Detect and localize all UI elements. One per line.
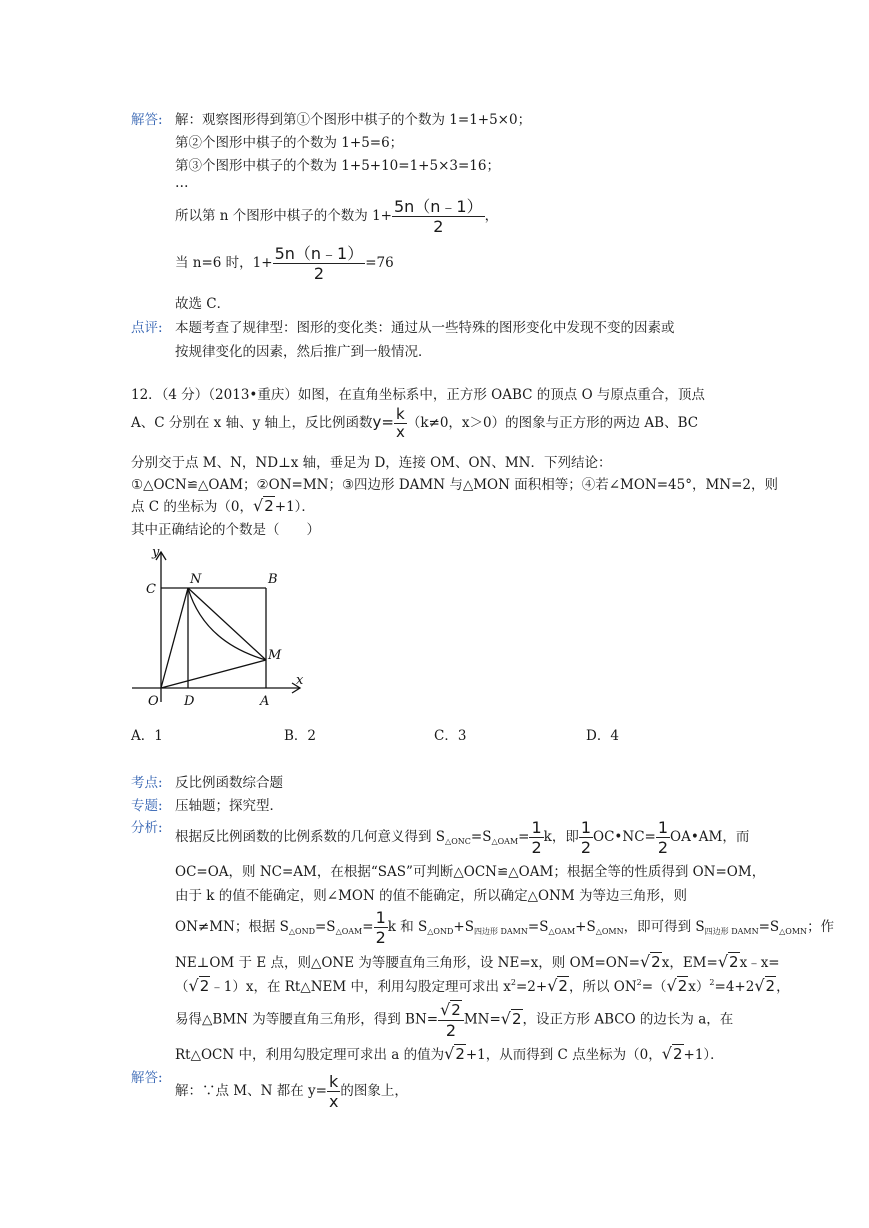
fraction-denominator: 2 [438, 1020, 464, 1040]
zhuanti-text: 压轴题；探究型． [175, 798, 283, 814]
option-b: B．2 [284, 728, 317, 744]
answer-line-2: 第②个图形中棋子的个数为 1+5=6； [175, 135, 404, 151]
comment-line-2: 按规律变化的因素，然后推广到一般情况． [175, 344, 432, 360]
question-line-2-end: （k≠0，x＞0）的图象与正方形的两边 AB、BC [406, 415, 699, 431]
sqrt-radicand: 2 [264, 497, 274, 515]
fraction-denominator: 2 [375, 928, 386, 947]
subscript: △ONC [445, 837, 471, 846]
fraction-denominator: 2 [531, 838, 542, 857]
fraction [438, 1000, 464, 1040]
fraction-denominator: 2 [392, 216, 485, 236]
sqrt-radicand: 2 [672, 1045, 683, 1063]
subscript: 四边形 DAMN [704, 927, 759, 936]
text: +1，从而得到 C 点坐标为（0， [465, 1047, 662, 1063]
text: x﹣x= [739, 955, 780, 971]
sqrt-radicand: 2 [729, 953, 739, 971]
text: x） [688, 979, 710, 995]
text: +1）． [683, 1047, 724, 1063]
text: ；作 [807, 919, 835, 935]
subscript: △OAM [548, 927, 576, 936]
label-o: O [148, 694, 159, 709]
sqrt-radicand: 2 [677, 977, 688, 995]
kaodian-text: 反比例函数综合题 [175, 775, 283, 791]
text: =S [758, 919, 780, 935]
analysis-line-6 [175, 975, 790, 995]
kaodian-tag: 考点: [131, 775, 163, 791]
sqrt: √2 [188, 976, 210, 995]
sqrt-radicand: 2 [199, 977, 210, 995]
text: ﹣1）x，在 Rt△NEM 中，利用勾股定理可求出 x [210, 979, 511, 995]
question-line-2-text: A、C 分别在 x 轴、y 轴上，反比例函数 [131, 415, 373, 431]
label-d: D [184, 694, 195, 709]
answer-line-1: 解：观察图形得到第①个图形中棋子的个数为 1=1+5×0； [175, 112, 532, 128]
analysis-line-7 [175, 1000, 733, 1040]
label-y: y [152, 545, 160, 560]
subscript: △OAM [335, 927, 363, 936]
text: = [362, 919, 374, 935]
text: 的图象上， [340, 1083, 408, 1099]
fraction [656, 818, 670, 857]
answer-tag: 解答: [131, 112, 163, 128]
fraction [374, 908, 388, 947]
answer-line-5-text: 所以第 n 个图形中棋子的个数为 1+ [175, 208, 392, 224]
fraction-numerator: 5n（n﹣1） [274, 244, 364, 263]
sqrt: √2 [717, 952, 739, 971]
answer-line-5 [175, 197, 498, 236]
sqrt: √2 [440, 1000, 461, 1019]
answer-line-6 [175, 244, 394, 283]
text: =2+ [516, 979, 548, 995]
question-line-4: ①△OCN≌△OAM；②ON=MN；③四边形 DAMN 与△MON 面积相等；④若∠MON=45°，MN=2，则 [131, 477, 779, 493]
subscript: △OND [288, 927, 315, 936]
text: OC•NC= [593, 829, 656, 845]
text: +S [453, 919, 474, 935]
subscript: △OMN [779, 927, 808, 936]
text: （ [175, 979, 189, 995]
fenxi-tag: 分析: [131, 820, 163, 836]
answer-line-6-end: =76 [365, 255, 394, 271]
function-y: y= [372, 413, 394, 431]
fraction-denominator: 2 [580, 838, 592, 857]
answer-line-4: … [175, 175, 189, 191]
question-line-5 [131, 495, 315, 515]
question-line-6: 其中正确结论的个数是（ ） [131, 522, 320, 538]
text: 解：∵点 M、N 都在 y= [175, 1083, 327, 1099]
question-line-1: 12．（4 分）（2013•重庆）如图，在直角坐标系中，正方形 OABC 的顶点 O 与原点重合，顶点 [131, 387, 705, 403]
answer-line-5-end: ， [484, 208, 499, 224]
segment-mn [188, 588, 266, 660]
fraction-numerator [438, 1000, 464, 1020]
sqrt-radicand: 2 [455, 1045, 465, 1063]
text: = [518, 829, 530, 845]
zhuanti-tag: 专题: [131, 798, 163, 814]
analysis-line-5 [175, 951, 780, 971]
sqrt: √2 [547, 976, 568, 995]
text: =（ [641, 979, 667, 995]
option-d: D．4 [586, 728, 619, 744]
label-b: B [268, 572, 278, 587]
label-m: M [268, 648, 282, 663]
segment-om [161, 660, 266, 688]
sqrt-radicand: 2 [651, 953, 661, 971]
superscript: 2 [636, 978, 642, 987]
text: Rt△OCN 中，利用勾股定理可求出 a 的值为 [175, 1047, 445, 1063]
superscript: 2 [510, 978, 516, 987]
superscript: 2 [709, 978, 715, 987]
fraction-numerator: k [329, 1072, 339, 1091]
subscript: △OND [427, 927, 454, 936]
geometry-figure [128, 542, 308, 712]
answer-line-7: 故选 C． [175, 296, 231, 312]
text: MN= [463, 1011, 501, 1028]
fraction-numerator: k [396, 405, 405, 423]
analysis-line-8 [175, 1043, 724, 1063]
text: NE⊥OM 于 E 点，则△ONE 为等腰直角三角形，设 NE=x，则 OM=ON= [175, 955, 640, 971]
fraction-numerator: 5n（n﹣1） [393, 197, 483, 216]
fraction [392, 197, 485, 236]
fraction [394, 406, 407, 441]
label-x: x [296, 673, 304, 688]
text: =S [470, 829, 492, 845]
text: =4+2 [714, 979, 755, 995]
text: =S [315, 919, 336, 935]
sqrt: √2 [500, 1008, 522, 1028]
question-line-5-text: 点 C 的坐标为（0， [131, 499, 254, 515]
sqrt: √2 [253, 496, 274, 515]
solution-tag: 解答: [131, 1070, 163, 1086]
text: ，所以 ON [568, 979, 637, 995]
text: ， [776, 979, 790, 995]
analysis-line-3: 由于 k 的值不能确定，则∠MON 的值不能确定，所以确定△ONM 为等边三角形，则 [175, 888, 687, 904]
question-line-5-end: +1）． [274, 499, 315, 515]
text: =S [527, 919, 549, 935]
text: 根据反比例函数的比例系数的几何意义得到 S [175, 829, 446, 845]
solution-line-1 [175, 1072, 408, 1111]
segment-on [161, 588, 188, 688]
sqrt: √2 [639, 952, 661, 971]
sqrt-radicand: 2 [765, 977, 776, 995]
text: OA•AM，而 [670, 829, 750, 845]
analysis-line-1 [175, 818, 749, 857]
text: k，即 [543, 829, 579, 845]
text: x，EM= [661, 955, 718, 971]
sqrt: √2 [754, 976, 776, 995]
text: +S [575, 919, 596, 935]
fraction-numerator: 1 [580, 818, 592, 837]
subscript: △OAM [491, 837, 519, 846]
sqrt: √2 [661, 1044, 683, 1063]
answer-line-3: 第③个图形中棋子的个数为 1+5+10=1+5×3=16； [175, 158, 500, 174]
text: 易得△BMN 为等腰直角三角形，得到 BN= [175, 1011, 439, 1028]
sqrt: √2 [666, 976, 688, 995]
text: ，即可得到 S [623, 919, 705, 935]
fraction-denominator: x [395, 423, 405, 441]
fraction-denominator: x [328, 1092, 339, 1111]
fraction-numerator: 1 [657, 818, 669, 837]
subscript: △OMN [595, 927, 624, 936]
comment-tag: 点评: [131, 320, 163, 336]
question-line-3: 分别交于点 M、N，ND⊥x 轴，垂足为 D，连接 OM、ON、MN．下列结论： [131, 455, 612, 471]
comment-line-1: 本题考查了规律型：图形的变化类：通过从一些特殊的图形变化中发现不变的因素或 [175, 320, 675, 336]
label-c: C [146, 582, 156, 597]
analysis-line-4 [175, 908, 834, 947]
label-n: N [190, 572, 202, 587]
fraction [529, 818, 543, 857]
fraction-numerator: 1 [375, 908, 386, 927]
fraction [273, 244, 366, 283]
option-a: A．1 [131, 728, 163, 744]
fraction-denominator: 2 [657, 838, 669, 857]
sqrt-radicand: 2 [511, 1009, 522, 1028]
sqrt-radicand: 2 [558, 977, 568, 995]
fraction [327, 1072, 340, 1111]
fraction-denominator: 2 [273, 263, 366, 283]
fraction [579, 818, 593, 857]
text: ，设正方形 ABCO 的边长为 a，在 [522, 1011, 734, 1028]
option-c: C．3 [434, 728, 467, 744]
label-a: A [260, 694, 270, 709]
subscript: 四边形 DAMN [473, 927, 528, 936]
answer-line-6-text: 当 n=6 时，1+ [175, 255, 273, 271]
fraction-numerator: 1 [531, 818, 542, 837]
sqrt-radicand: 2 [451, 1001, 461, 1019]
text: ON≠MN；根据 S [175, 919, 289, 935]
question-line-2 [131, 406, 698, 441]
analysis-line-2: OC=OA，则 NC=AM，在根据“SAS”可判断△OCN≌△OAM；根据全等的性质得到 ON=OM， [175, 864, 766, 880]
text: k 和 S [387, 919, 428, 935]
sqrt: √2 [444, 1044, 465, 1063]
